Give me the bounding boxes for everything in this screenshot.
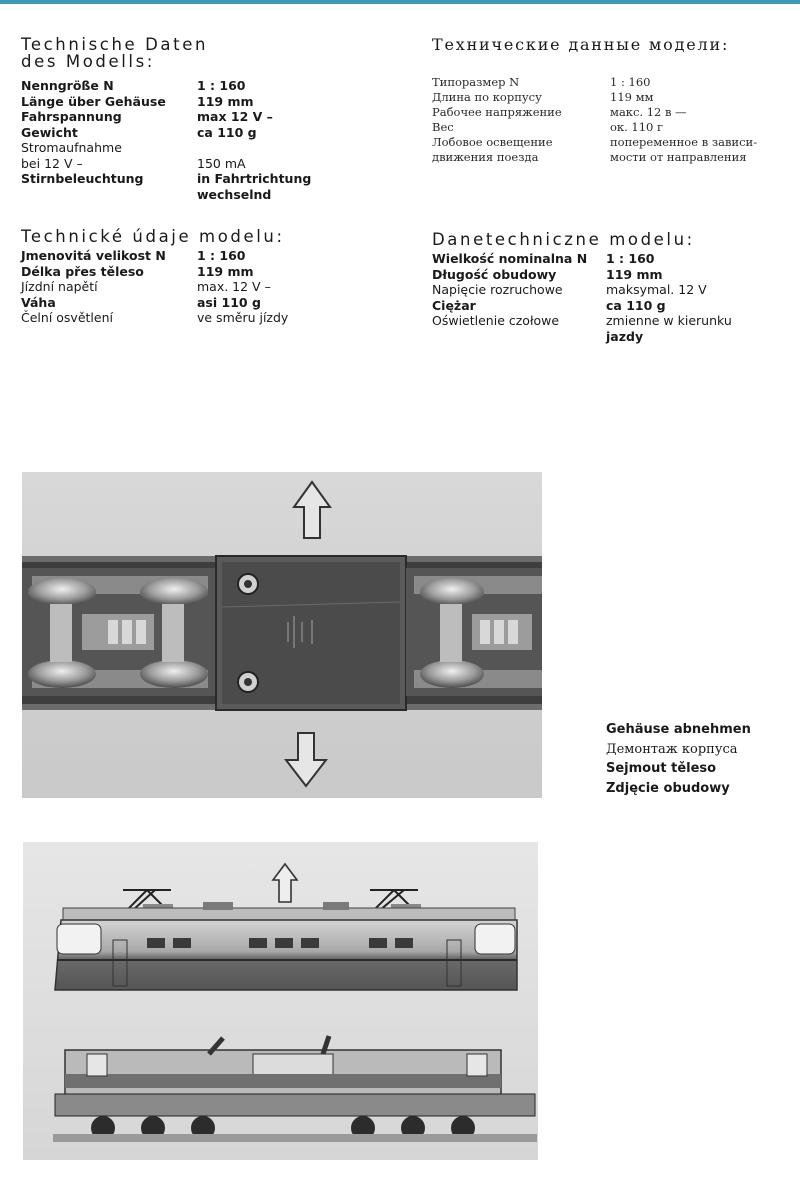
spec-row: bei 12 V – 150 mA [21, 155, 246, 171]
heading-german-line1: Technische Daten [21, 35, 209, 54]
spec-row: Wielkość nominalna N 1 : 160 [432, 251, 655, 266]
chassis-underside-illustration [22, 472, 542, 798]
spec-block-russian [432, 36, 792, 165]
caption-russian: Демонтаж корпуса [606, 741, 738, 757]
spec-row: Gewicht ca 110 g [21, 124, 257, 140]
spec-row: Типоразмер N 1 : 160 [432, 75, 651, 89]
locomotive-disassembly-photo [23, 842, 538, 1160]
spec-row: Länge über Gehäuse 119 mm [21, 93, 254, 109]
heading-russian: Технические данные модели: [432, 35, 730, 54]
spec-row: Długość obudowy 119 mm [432, 266, 663, 282]
spec-row: Ciężar ca 110 g [432, 297, 666, 313]
spec-row: Jmenovitá velikost N 1 : 160 [21, 248, 246, 263]
caption-remove-housing [606, 720, 751, 798]
locomotive-disassembly-illustration [23, 842, 538, 1160]
spec-row: Jízdní napětí max. 12 V – [21, 279, 271, 294]
spec-row: Stromaufnahme [21, 140, 122, 155]
top-accent-bar [0, 0, 800, 4]
heading-german [21, 36, 401, 70]
caption-polish: Zdjęcie obudowy [606, 780, 730, 796]
spec-row: Váha asi 110 g [21, 294, 261, 310]
heading-czech: Technické údaje modelu: [21, 227, 285, 246]
spec-row: Napięcie rozruchowe maksymal. 12 V [432, 282, 707, 297]
spec-row: Nenngröße N 1 : 160 [21, 78, 246, 93]
spec-row: Délka přes těleso 119 mm [21, 263, 254, 279]
spec-row: Вес ок. 110 г [432, 120, 664, 134]
spec-block-czech [21, 228, 401, 326]
heading-polish: Danetechniczne modelu: [432, 230, 695, 249]
spec-block-polish [432, 231, 792, 344]
spec-row: Stirnbeleuchtung in Fahrtrichtung [21, 171, 312, 186]
spec-row: Čelní osvětlení ve směru jízdy [21, 310, 289, 325]
caption-german: Gehäuse abnehmen [606, 722, 751, 737]
spec-block-german [21, 36, 401, 202]
heading-german-line2: des Modells: [21, 52, 155, 71]
caption-czech: Sejmout těleso [606, 761, 717, 776]
chassis-underside-photo [22, 472, 542, 798]
spec-row: движения поезда мости от направления [432, 150, 747, 164]
spec-row: Длина по корпусу 119 мм [432, 90, 654, 104]
spec-row: jazdy [606, 328, 644, 344]
spec-row: Fahrspannung max 12 V – [21, 109, 273, 124]
spec-row: Рабочее напряжение макс. 12 в — [432, 105, 687, 119]
spec-row: Oświetlenie czołowe zmienne w kierunku [432, 313, 732, 328]
spec-row: Лобовое освещение попеременное в зависи- [432, 135, 758, 149]
spec-row: wechselnd [197, 186, 272, 202]
